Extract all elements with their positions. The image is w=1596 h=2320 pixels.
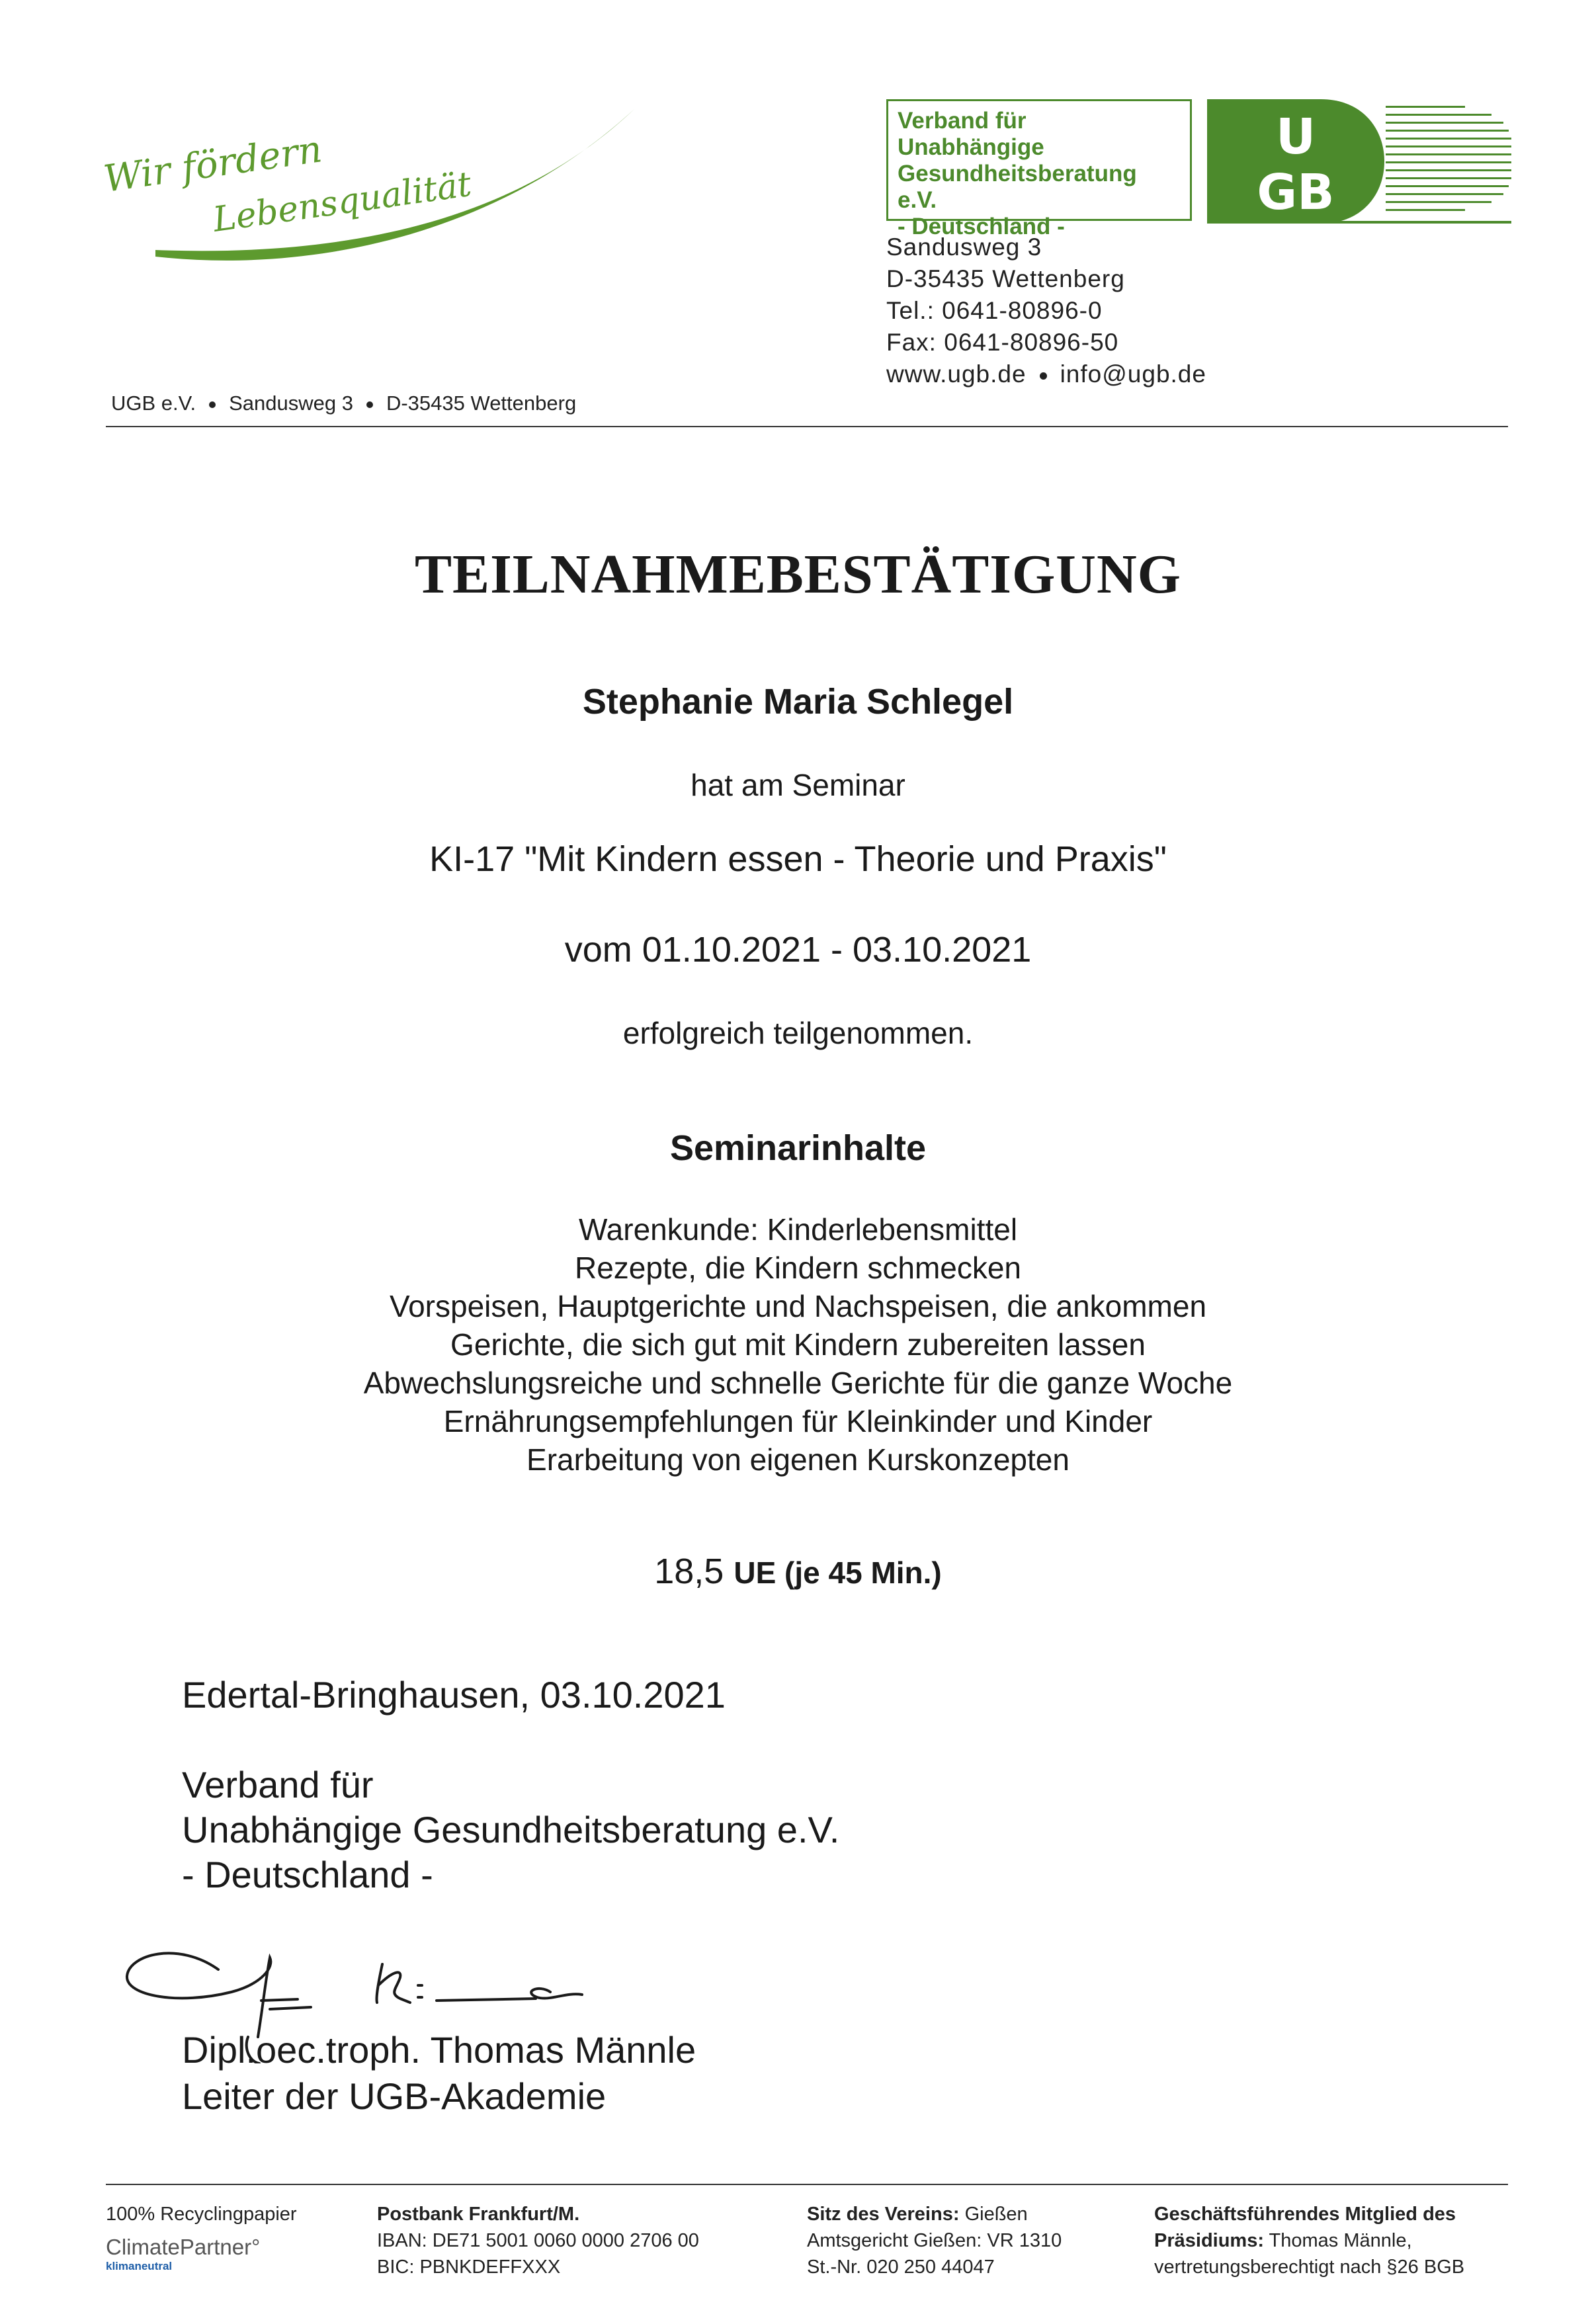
address-street: Sandusweg 3 (886, 233, 1042, 261)
association-box-line: Gesundheitsberatung e.V. (898, 161, 1137, 213)
footer-board-info (1154, 2201, 1464, 2280)
footer-paper-info (106, 2201, 297, 2272)
board-note: vertretungsberechtigt nach §26 BGB (1154, 2257, 1465, 2278)
footer-divider (106, 2184, 1508, 2185)
return-address-org: UGB e.V. (111, 392, 196, 415)
slogan-logo (99, 93, 642, 284)
board-name: Thomas Männle, (1269, 2230, 1412, 2251)
seat-label: Sitz des Vereins: (807, 2204, 960, 2225)
separator-dot (1040, 372, 1047, 380)
bank-bic: BIC: PBNKDEFFXXX (377, 2257, 561, 2278)
contents-item: Abwechslungsreiche und schnelle Gerichte für die ganze Woche (363, 1366, 1233, 1400)
issuing-association (182, 1762, 839, 1897)
climate-neutral-label: klimaneutral (106, 2260, 173, 2272)
seat-value: Gießen (964, 2204, 1028, 2225)
logo-base-line (1207, 221, 1511, 224)
contents-heading: Seminarinhalte (669, 1128, 927, 1168)
contents-item: Gerichte, die sich gut mit Kindern zubereiten lassen (450, 1327, 1146, 1362)
contents-item: Erarbeitung von eigenen Kurskonzepten (526, 1442, 1070, 1477)
place-date: Edertal-Bringhausen, 03.10.2021 (182, 1674, 726, 1716)
recycling-paper-note: 100% Recyclingpapier (106, 2204, 297, 2225)
sender-address (886, 231, 1206, 390)
address-phone: Tel.: 0641-80896-0 (886, 297, 1103, 324)
result-text: erfolgreich teilgenommen. (622, 1016, 974, 1050)
return-address (111, 392, 576, 415)
slogan-line-1: Wir fördern (101, 128, 325, 201)
contents-item: Ernährungsempfehlungen für Kleinkinder und Kinder (443, 1404, 1153, 1438)
signer-name: Dipl.oec.troph. Thomas Männle (182, 2029, 696, 2071)
board-label-2: Präsidiums: (1154, 2230, 1264, 2251)
logo-stripes (1386, 106, 1511, 211)
teaching-units (0, 1551, 1596, 1592)
address-email: info@ugb.de (1060, 360, 1206, 388)
bank-name: Postbank Frankfurt/M. (377, 2204, 580, 2225)
association-box-line: Unabhängige (898, 134, 1044, 160)
address-city: D-35435 Wettenberg (886, 265, 1125, 292)
address-fax: Fax: 0641-80896-50 (886, 329, 1119, 356)
participant-name: Stephanie Maria Schlegel (582, 682, 1014, 722)
board-label: Geschäftsführendes Mitglied des (1154, 2204, 1456, 2225)
address-web-email (886, 358, 1206, 390)
contents-list (0, 1210, 1596, 1479)
separator-dot (209, 401, 216, 408)
slogan-line-2: Lebensqualität (210, 164, 474, 240)
tax-number: St.-Nr. 020 250 44047 (807, 2257, 995, 2278)
units-value: 18,5 (654, 1552, 724, 1591)
logo-letter-u: U (1275, 108, 1316, 165)
units-description: UE (je 45 Min.) (734, 1555, 942, 1590)
contents-item: Warenkunde: Kinderlebensmittel (578, 1212, 1018, 1247)
separator-dot (366, 401, 373, 408)
climate-partner-logo: ClimatePartner° (106, 2235, 261, 2259)
footer-registry-info (807, 2201, 1062, 2280)
document-title: TEILNAHMEBESTÄTIGUNG (415, 544, 1181, 605)
return-address-city: D-35435 Wettenberg (386, 392, 577, 415)
bank-iban: IBAN: DE71 5001 0060 0000 2706 00 (377, 2230, 699, 2251)
association-name-box (886, 99, 1192, 239)
seminar-title: KI-17 "Mit Kindern essen - Theorie und Praxis" (429, 839, 1167, 879)
signer-block (182, 2027, 696, 2120)
association-line: Unabhängige Gesundheitsberatung e.V. (182, 1809, 840, 1850)
header-divider (106, 426, 1508, 427)
association-line: - Deutschland - (182, 1854, 433, 1895)
address-web: www.ugb.de (886, 360, 1027, 388)
footer-bank-info (377, 2201, 699, 2280)
contents-item: Rezepte, die Kindern schmecken (574, 1251, 1022, 1285)
seminar-dates: vom 01.10.2021 - 03.10.2021 (564, 930, 1032, 970)
association-line: Verband für (182, 1764, 374, 1805)
association-box-line: Verband für (898, 108, 1027, 134)
return-address-street: Sandusweg 3 (229, 392, 353, 415)
ugb-logo (1207, 99, 1511, 224)
logo-letters-gb: GB (1257, 164, 1335, 221)
intro-text: hat am Seminar (691, 768, 905, 802)
court-registry: Amtsgericht Gießen: VR 1310 (807, 2230, 1062, 2251)
contents-item: Vorspeisen, Hauptgerichte und Nachspeisen, die ankommen (389, 1289, 1207, 1323)
association-box-line: - Deutschland - (898, 214, 1065, 239)
signer-role: Leiter der UGB-Akademie (182, 2075, 607, 2117)
